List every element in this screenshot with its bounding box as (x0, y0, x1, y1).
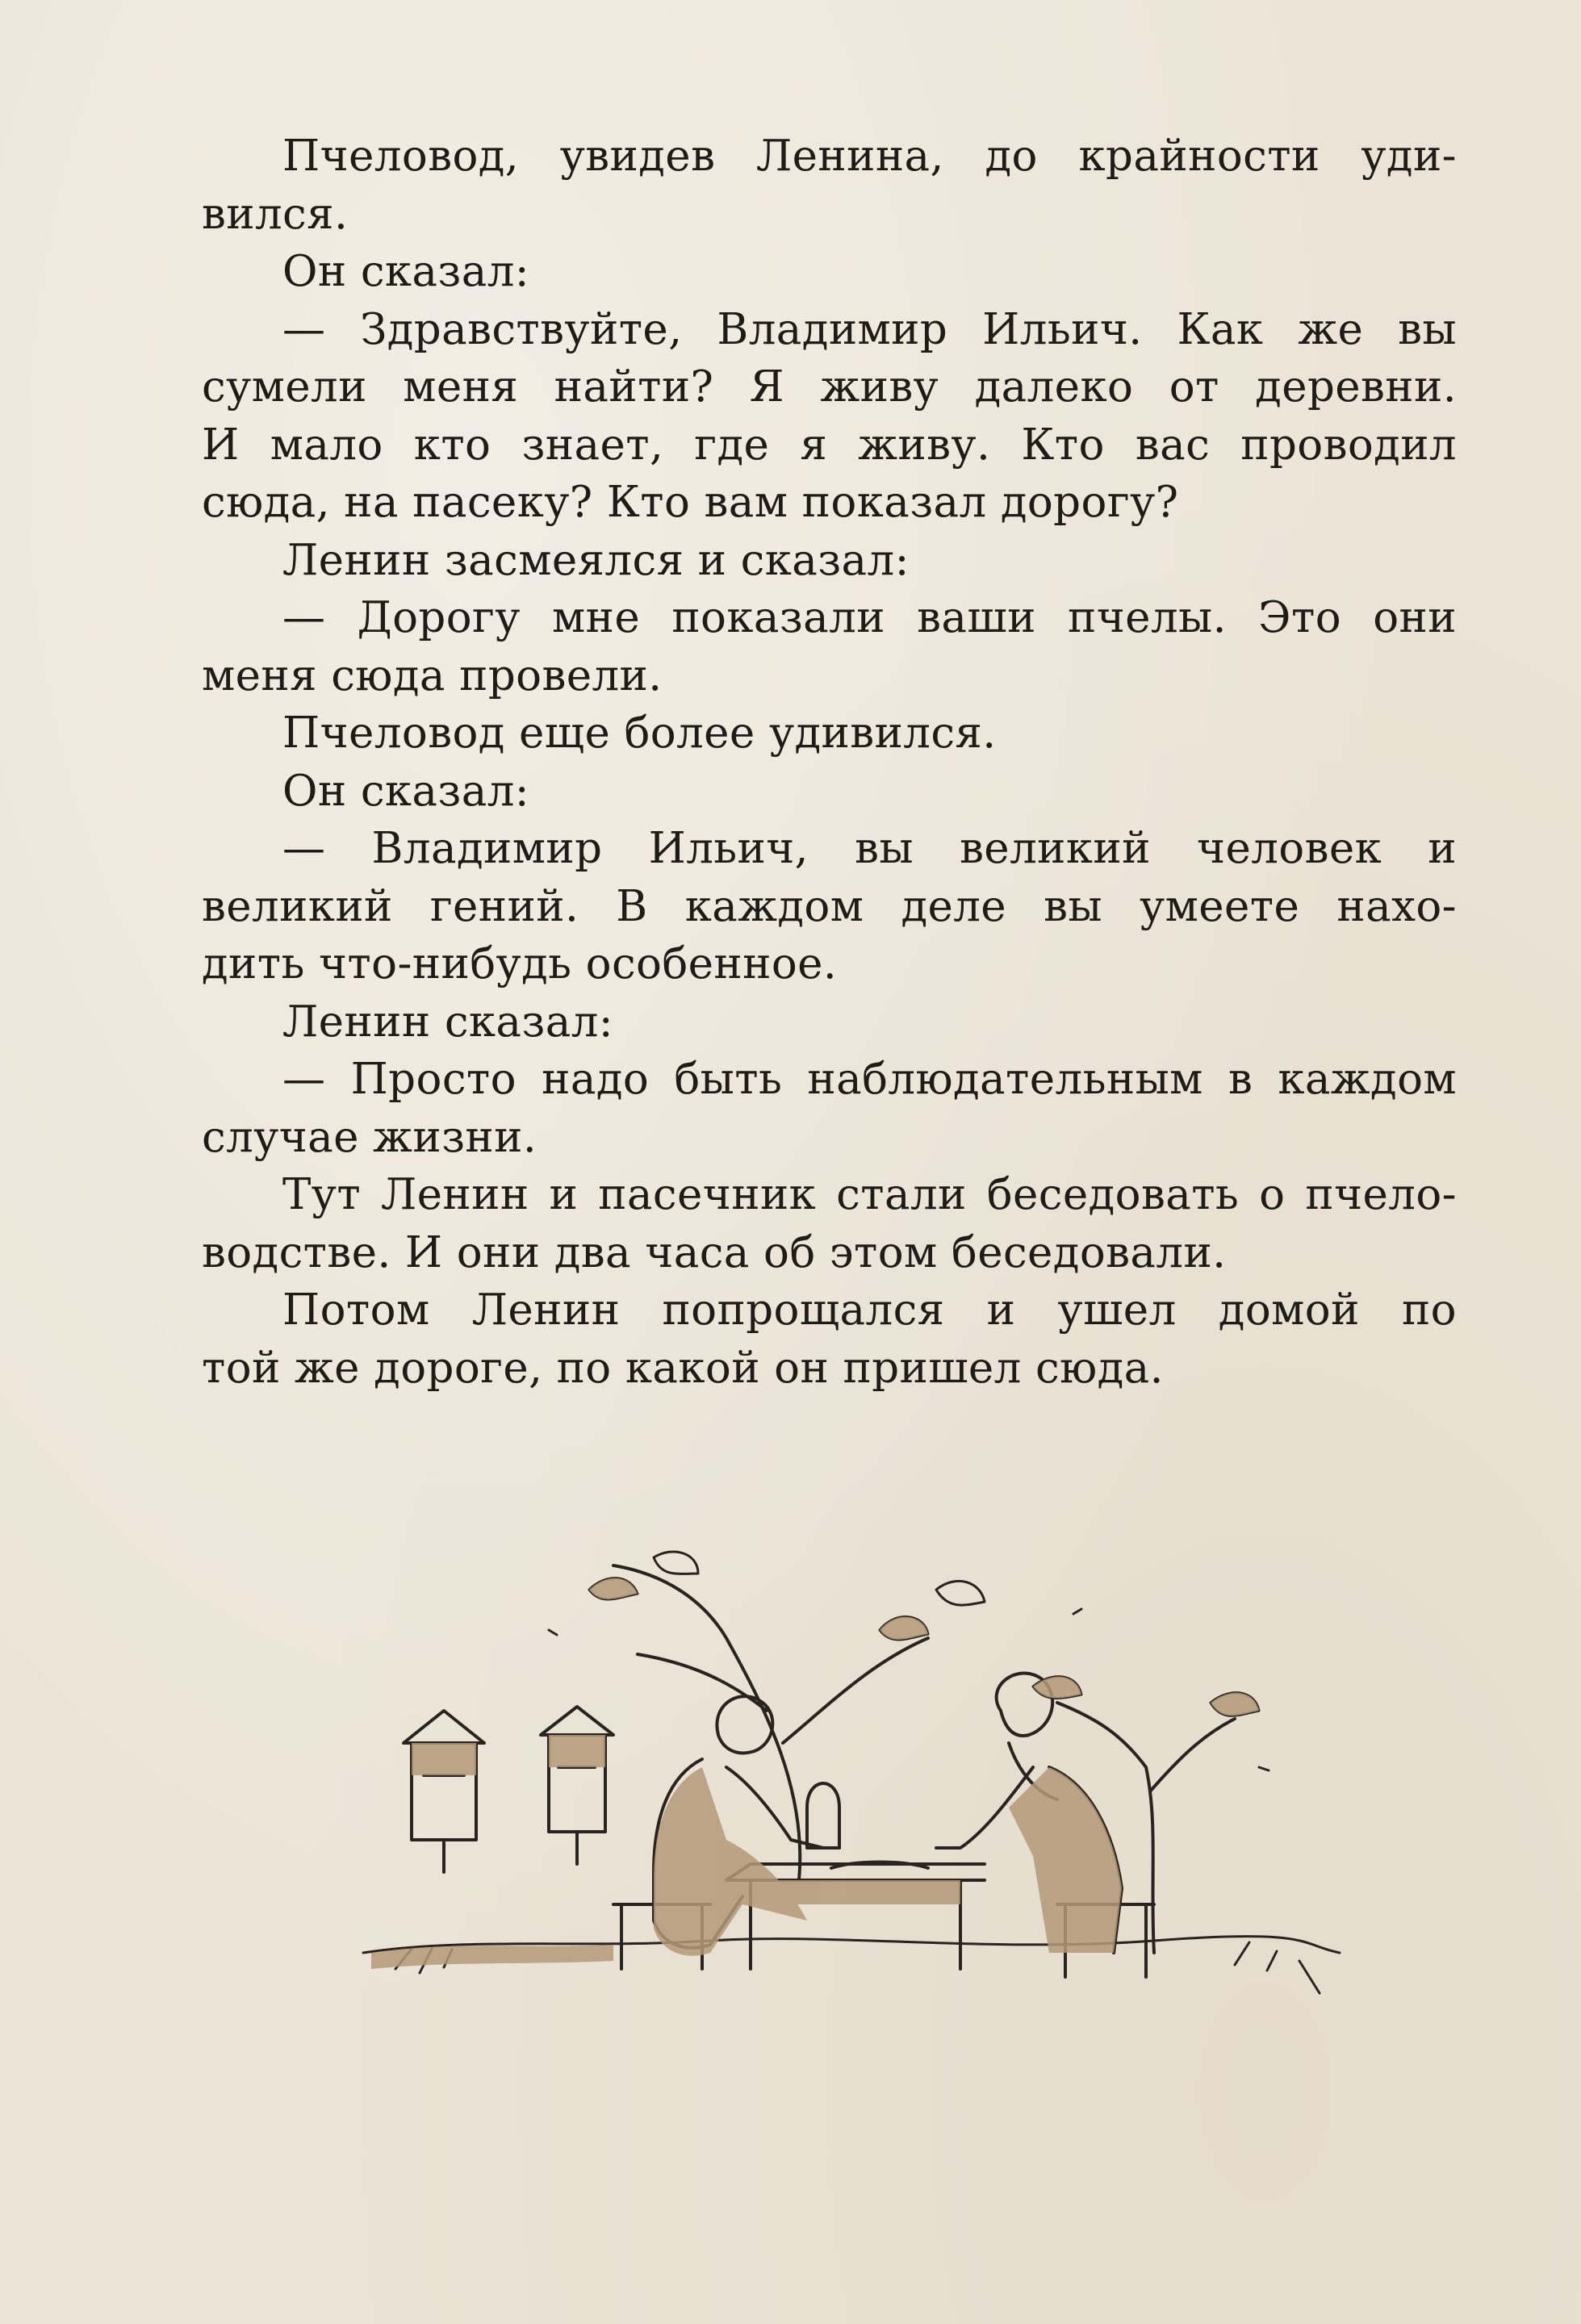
text-line: — Дорогу мне показали ваши пчелы. Это они (282, 593, 1457, 642)
text-line: Ленин засмеялся и сказал: (282, 535, 910, 585)
text-line: той же дороге, по какой он пришел сюда. (202, 1343, 1164, 1393)
text-line: сумели меня найти? Я живу далеко от деревни. (202, 362, 1457, 412)
text-line: Пчеловод, увидев Ленина, до крайности уди- (282, 132, 1457, 181)
text-line: сюда, на пасеку? Кто вам показал дорогу? (202, 478, 1179, 527)
text-line: Потом Ленин попрощался и ушел домой по (282, 1285, 1457, 1335)
text-line: водстве. И они два часа об этом беседовали. (202, 1227, 1227, 1277)
text-line: Ленин сказал: (282, 997, 614, 1047)
text-line: Тут Ленин и пасечник стали беседовать о пчело- (282, 1170, 1457, 1219)
text-line: случае жизни. (202, 1112, 537, 1162)
text-line: Пчеловод еще более удивился. (282, 708, 997, 758)
text-line: — Здравствуйте, Владимир Ильич. Как же вы (282, 304, 1457, 354)
text-line: дить что-нибудь особенное. (202, 939, 838, 989)
text-line: — Владимир Ильич, вы великий человек и (282, 824, 1457, 873)
text-line: меня сюда провели. (202, 650, 663, 700)
apiary-illustration (347, 1501, 1348, 2082)
text-line: вился. (202, 189, 349, 239)
text-line: И мало кто знает, где я живу. Кто вас проводил (202, 420, 1457, 470)
text-line: — Просто надо быть наблюдательным в каждом (282, 1055, 1457, 1104)
text-line: великий гений. В каждом деле вы умеете нахо- (202, 881, 1457, 931)
story-text (202, 127, 1457, 1397)
text-line: Он сказал: (282, 766, 530, 816)
text-line: Он сказал: (282, 247, 530, 296)
